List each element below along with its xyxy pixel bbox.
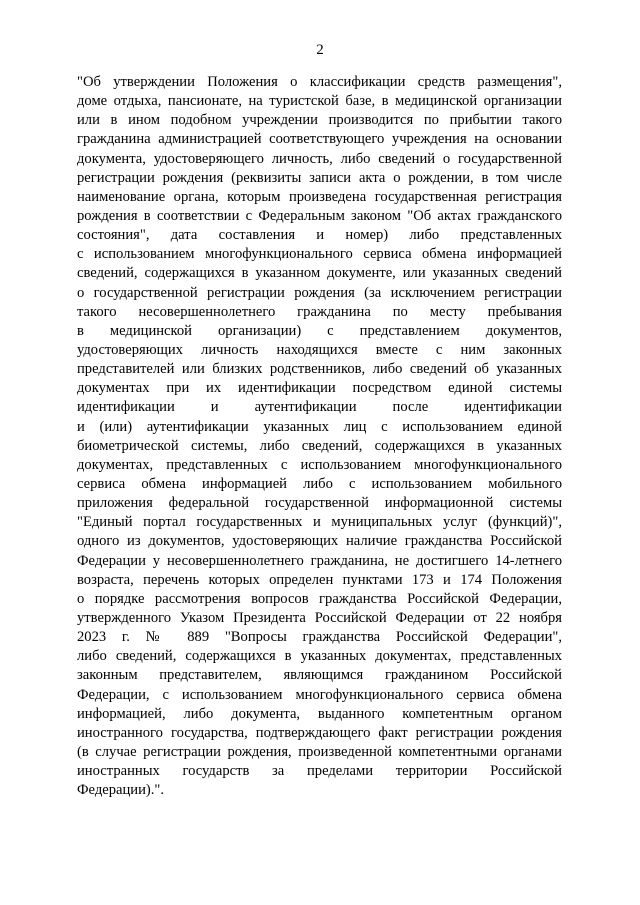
body-text-line: законным представителем, являющимся гражданином Российской [77, 667, 562, 684]
body-text-line: либо сведений, содержащихся в указанных документах, представленных [77, 648, 562, 665]
body-text-line: наименование органа, которым произведена государственная регистрация [77, 188, 562, 205]
body-text-line: 2023 г. № 889 "Вопросы гражданства Российской Федерации", [77, 629, 562, 646]
body-text-line: информацией, либо документа, выданного компетентным органом [77, 705, 562, 722]
body-text-line: документах при их идентификации посредством единой системы [77, 380, 562, 397]
body-text-line: в медицинской организации) с представлением документов, [77, 322, 562, 339]
body-text-line: сервиса обмена информацией либо с использованием мобильного [77, 475, 562, 492]
body-text-line: о порядке рассмотрения вопросов гражданства Российской Федерации, [77, 590, 562, 607]
body-text-line: регистрации рождения (реквизиты записи акта о рождении, в том числе [77, 169, 562, 186]
body-text-line: документах, представленных с использованием многофункционального [77, 456, 562, 473]
body-text-line: удостоверяющих личность находящихся вместе с ним законных [77, 341, 562, 358]
body-text-line: представителей или близких родственников, либо сведений об указанных [77, 361, 562, 378]
body-text-line: документа, удостоверяющего личность, либо сведений о государственной [77, 150, 562, 167]
body-text-line: Федерации, с использованием многофункционального сервиса обмена [77, 686, 562, 703]
body-text-line: одного из документов, удостоверяющих наличие гражданства Российской [77, 533, 562, 550]
body-text-line: Федерации).". [77, 782, 165, 799]
body-text-line: рождения в соответствии с Федеральным законом "Об актах гражданского [77, 207, 562, 224]
body-text-line: или в ином подобном учреждении производится по прибытии такого [77, 112, 562, 129]
body-text-line: утвержденного Указом Президента Российской Федерации от 22 ноября [77, 609, 562, 626]
body-text-line: Федерации у несовершеннолетнего гражданина, не достигшего 14-летнего [77, 552, 562, 569]
body-text-line: и (или) аутентификации указанных лиц с использованием единой [77, 418, 562, 435]
body-text-line: "Об утверждении Положения о классификации средств размещения", [77, 74, 562, 90]
body-text-line: иностранных государств за пределами территории Российской [77, 763, 562, 780]
body-text-line: иностранного государства, подтверждающего факт регистрации рождения [77, 724, 562, 741]
body-text-line: доме отдыха, пансионате, на туристской базе, в медицинской организации [77, 93, 562, 110]
body-text-line: гражданина администрацией соответствующего учреждения на основании [77, 131, 562, 148]
body-text-line: "Единый портал государственных и муниципальных услуг (функций)", [77, 514, 562, 531]
body-text-line: приложения федеральной государственной информационной системы [77, 495, 562, 512]
body-text-line: возраста, перечень которых определен пунктами 173 и 174 Положения [77, 571, 562, 588]
body-text-line: с использованием многофункционального сервиса обмена информацией [77, 246, 562, 263]
body-text-line: идентификации и аутентификации после идентификации [77, 399, 562, 416]
body-text-line: о государственной регистрации рождения (за исключением регистрации [77, 284, 562, 301]
body-text-line: сведений, содержащихся в указанном документе, или указанных сведений [77, 265, 562, 282]
body-text-line: биометрической системы, либо сведений, содержащихся в указанных [77, 437, 562, 454]
body-text-line: состояния", дата составления и номер) либо представленных [77, 227, 562, 244]
body-text-line: (в случае регистрации рождения, произведенной компетентными органами [77, 743, 562, 760]
body-text-line: такого несовершеннолетнего гражданина по месту пребывания [77, 303, 562, 320]
page-number: 2 [316, 42, 324, 58]
body-text [77, 73, 562, 800]
